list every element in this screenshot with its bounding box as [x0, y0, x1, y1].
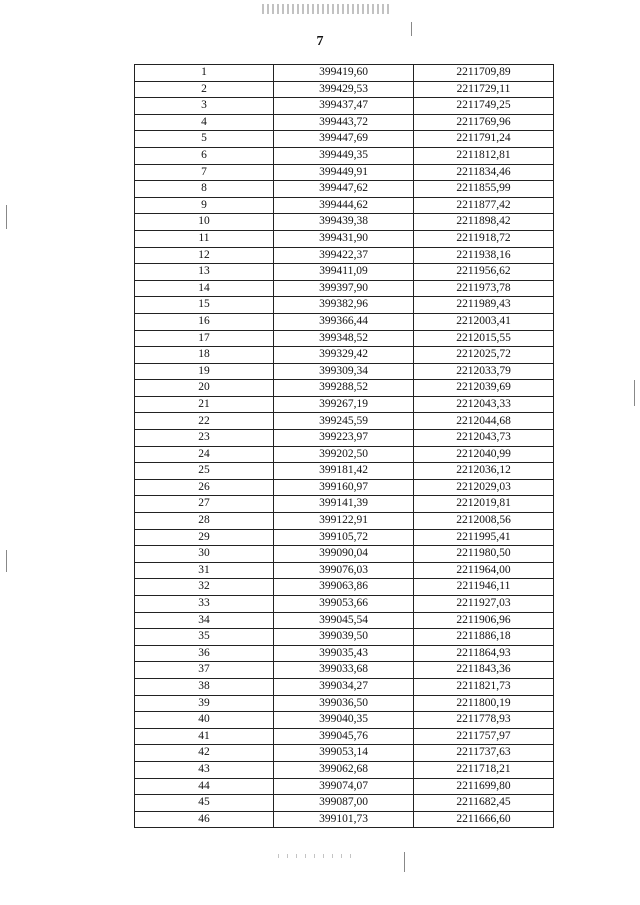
point-number-cell: 35 — [135, 629, 274, 646]
point-number-cell: 29 — [135, 529, 274, 546]
point-number-cell: 11 — [135, 230, 274, 247]
y-coordinate-cell: 2211877,42 — [414, 197, 554, 214]
point-number-cell: 20 — [135, 380, 274, 397]
point-number-cell: 16 — [135, 313, 274, 330]
y-coordinate-cell: 2211709,89 — [414, 65, 554, 82]
y-coordinate-cell: 2211666,60 — [414, 811, 554, 828]
y-coordinate-cell: 2211843,36 — [414, 662, 554, 679]
y-coordinate-cell: 2212044,68 — [414, 413, 554, 430]
x-coordinate-cell: 399202,50 — [274, 446, 414, 463]
point-number-cell: 39 — [135, 695, 274, 712]
point-number-cell: 32 — [135, 579, 274, 596]
point-number-cell: 5 — [135, 131, 274, 148]
coordinates-table — [134, 64, 554, 828]
point-number-cell: 46 — [135, 811, 274, 828]
point-number-cell: 10 — [135, 214, 274, 231]
y-coordinate-cell: 2212043,73 — [414, 430, 554, 447]
y-coordinate-cell: 2212043,33 — [414, 396, 554, 413]
scan-edge-mark — [6, 550, 7, 572]
y-coordinate-cell: 2211918,72 — [414, 230, 554, 247]
table-row — [135, 662, 554, 679]
y-coordinate-cell: 2211973,78 — [414, 280, 554, 297]
y-coordinate-cell: 2212040,99 — [414, 446, 554, 463]
x-coordinate-cell: 399411,09 — [274, 264, 414, 281]
scan-edge-mark — [634, 380, 635, 406]
table-row — [135, 313, 554, 330]
x-coordinate-cell: 399447,69 — [274, 131, 414, 148]
x-coordinate-cell: 399419,60 — [274, 65, 414, 82]
point-number-cell: 30 — [135, 546, 274, 563]
x-coordinate-cell: 399063,86 — [274, 579, 414, 596]
y-coordinate-cell: 2211791,24 — [414, 131, 554, 148]
point-number-cell: 19 — [135, 363, 274, 380]
x-coordinate-cell: 399449,91 — [274, 164, 414, 181]
x-coordinate-cell: 399034,27 — [274, 678, 414, 695]
x-coordinate-cell: 399437,47 — [274, 98, 414, 115]
table-row — [135, 214, 554, 231]
table-row — [135, 546, 554, 563]
table-row — [135, 795, 554, 812]
x-coordinate-cell: 399444,62 — [274, 197, 414, 214]
x-coordinate-cell: 399439,38 — [274, 214, 414, 231]
y-coordinate-cell: 2211821,73 — [414, 678, 554, 695]
table-row — [135, 164, 554, 181]
scan-edge-mark — [404, 852, 405, 872]
y-coordinate-cell: 2212003,41 — [414, 313, 554, 330]
x-coordinate-cell: 399045,76 — [274, 728, 414, 745]
x-coordinate-cell: 399045,54 — [274, 612, 414, 629]
x-coordinate-cell: 399309,34 — [274, 363, 414, 380]
point-number-cell: 37 — [135, 662, 274, 679]
y-coordinate-cell: 2212029,03 — [414, 479, 554, 496]
table-row — [135, 579, 554, 596]
y-coordinate-cell: 2211927,03 — [414, 596, 554, 613]
point-number-cell: 24 — [135, 446, 274, 463]
x-coordinate-cell: 399074,07 — [274, 778, 414, 795]
point-number-cell: 25 — [135, 463, 274, 480]
point-number-cell: 41 — [135, 728, 274, 745]
y-coordinate-cell: 2212036,12 — [414, 463, 554, 480]
x-coordinate-cell: 399062,68 — [274, 761, 414, 778]
table-row — [135, 396, 554, 413]
scan-edge-mark — [6, 205, 7, 229]
x-coordinate-cell: 399036,50 — [274, 695, 414, 712]
x-coordinate-cell: 399397,90 — [274, 280, 414, 297]
point-number-cell: 1 — [135, 65, 274, 82]
table-row — [135, 778, 554, 795]
table-row — [135, 728, 554, 745]
y-coordinate-cell: 2212039,69 — [414, 380, 554, 397]
table-row — [135, 562, 554, 579]
table-row — [135, 197, 554, 214]
x-coordinate-cell: 399447,62 — [274, 181, 414, 198]
table-row — [135, 761, 554, 778]
table-row — [135, 413, 554, 430]
table-row — [135, 147, 554, 164]
x-coordinate-cell: 399429,53 — [274, 81, 414, 98]
table-row — [135, 363, 554, 380]
x-coordinate-cell: 399039,50 — [274, 629, 414, 646]
point-number-cell: 17 — [135, 330, 274, 347]
point-number-cell: 22 — [135, 413, 274, 430]
table-row — [135, 247, 554, 264]
point-number-cell: 26 — [135, 479, 274, 496]
point-number-cell: 15 — [135, 297, 274, 314]
table-row — [135, 496, 554, 513]
table-row — [135, 645, 554, 662]
y-coordinate-cell: 2211757,97 — [414, 728, 554, 745]
table-row — [135, 347, 554, 364]
point-number-cell: 2 — [135, 81, 274, 98]
point-number-cell: 33 — [135, 596, 274, 613]
y-coordinate-cell: 2212033,79 — [414, 363, 554, 380]
point-number-cell: 14 — [135, 280, 274, 297]
x-coordinate-cell: 399449,35 — [274, 147, 414, 164]
y-coordinate-cell: 2211769,96 — [414, 114, 554, 131]
y-coordinate-cell: 2211886,18 — [414, 629, 554, 646]
y-coordinate-cell: 2211800,19 — [414, 695, 554, 712]
point-number-cell: 12 — [135, 247, 274, 264]
y-coordinate-cell: 2211938,16 — [414, 247, 554, 264]
point-number-cell: 6 — [135, 147, 274, 164]
table-row — [135, 264, 554, 281]
x-coordinate-cell: 399348,52 — [274, 330, 414, 347]
y-coordinate-cell: 2211989,43 — [414, 297, 554, 314]
footer-scan-artifact — [278, 854, 358, 858]
x-coordinate-cell: 399105,72 — [274, 529, 414, 546]
table-row — [135, 463, 554, 480]
y-coordinate-cell: 2211864,93 — [414, 645, 554, 662]
x-coordinate-cell: 399101,73 — [274, 811, 414, 828]
point-number-cell: 8 — [135, 181, 274, 198]
point-number-cell: 42 — [135, 745, 274, 762]
point-number-cell: 45 — [135, 795, 274, 812]
point-number-cell: 23 — [135, 430, 274, 447]
table-row — [135, 380, 554, 397]
x-coordinate-cell: 399329,42 — [274, 347, 414, 364]
point-number-cell: 28 — [135, 513, 274, 530]
x-coordinate-cell: 399090,04 — [274, 546, 414, 563]
table-row — [135, 678, 554, 695]
x-coordinate-cell: 399035,43 — [274, 645, 414, 662]
x-coordinate-cell: 399053,14 — [274, 745, 414, 762]
y-coordinate-cell: 2211956,62 — [414, 264, 554, 281]
point-number-cell: 18 — [135, 347, 274, 364]
table-row — [135, 695, 554, 712]
table-row — [135, 529, 554, 546]
y-coordinate-cell: 2211778,93 — [414, 712, 554, 729]
point-number-cell: 13 — [135, 264, 274, 281]
x-coordinate-cell: 399422,37 — [274, 247, 414, 264]
table-row — [135, 446, 554, 463]
y-coordinate-cell: 2211995,41 — [414, 529, 554, 546]
x-coordinate-cell: 399181,42 — [274, 463, 414, 480]
page-number: 7 — [316, 34, 324, 49]
point-number-cell: 36 — [135, 645, 274, 662]
y-coordinate-cell: 2211812,81 — [414, 147, 554, 164]
table-row — [135, 230, 554, 247]
y-coordinate-cell: 2212015,55 — [414, 330, 554, 347]
x-coordinate-cell: 399245,59 — [274, 413, 414, 430]
table-row — [135, 297, 554, 314]
point-number-cell: 27 — [135, 496, 274, 513]
y-coordinate-cell: 2211682,45 — [414, 795, 554, 812]
table-row — [135, 181, 554, 198]
y-coordinate-cell: 2211980,50 — [414, 546, 554, 563]
point-number-cell: 40 — [135, 712, 274, 729]
x-coordinate-cell: 399087,00 — [274, 795, 414, 812]
x-coordinate-cell: 399076,03 — [274, 562, 414, 579]
y-coordinate-cell: 2211906,96 — [414, 612, 554, 629]
table-row — [135, 629, 554, 646]
header-scan-artifact — [262, 4, 392, 14]
x-coordinate-cell: 399053,66 — [274, 596, 414, 613]
table-row — [135, 612, 554, 629]
table-body — [135, 65, 554, 828]
table-row — [135, 114, 554, 131]
table-row — [135, 513, 554, 530]
point-number-cell: 21 — [135, 396, 274, 413]
table-row — [135, 596, 554, 613]
y-coordinate-cell: 2211699,80 — [414, 778, 554, 795]
x-coordinate-cell: 399160,97 — [274, 479, 414, 496]
y-coordinate-cell: 2212019,81 — [414, 496, 554, 513]
point-number-cell: 31 — [135, 562, 274, 579]
y-coordinate-cell: 2211855,99 — [414, 181, 554, 198]
point-number-cell: 3 — [135, 98, 274, 115]
point-number-cell: 34 — [135, 612, 274, 629]
y-coordinate-cell: 2211834,46 — [414, 164, 554, 181]
table-row — [135, 81, 554, 98]
y-coordinate-cell: 2211749,25 — [414, 98, 554, 115]
point-number-cell: 7 — [135, 164, 274, 181]
table-row — [135, 98, 554, 115]
point-number-cell: 43 — [135, 761, 274, 778]
point-number-cell: 38 — [135, 678, 274, 695]
x-coordinate-cell: 399366,44 — [274, 313, 414, 330]
table-row — [135, 712, 554, 729]
y-coordinate-cell: 2212008,56 — [414, 513, 554, 530]
table-row — [135, 65, 554, 82]
table-row — [135, 479, 554, 496]
y-coordinate-cell: 2211898,42 — [414, 214, 554, 231]
point-number-cell: 44 — [135, 778, 274, 795]
x-coordinate-cell: 399141,39 — [274, 496, 414, 513]
x-coordinate-cell: 399040,35 — [274, 712, 414, 729]
table-row — [135, 811, 554, 828]
table-row — [135, 430, 554, 447]
x-coordinate-cell: 399288,52 — [274, 380, 414, 397]
y-coordinate-cell: 2211737,63 — [414, 745, 554, 762]
x-coordinate-cell: 399382,96 — [274, 297, 414, 314]
y-coordinate-cell: 2211718,21 — [414, 761, 554, 778]
point-number-cell: 9 — [135, 197, 274, 214]
table-row — [135, 280, 554, 297]
x-coordinate-cell: 399443,72 — [274, 114, 414, 131]
point-number-cell: 4 — [135, 114, 274, 131]
table-row — [135, 330, 554, 347]
x-coordinate-cell: 399223,97 — [274, 430, 414, 447]
table-row — [135, 131, 554, 148]
y-coordinate-cell: 2212025,72 — [414, 347, 554, 364]
y-coordinate-cell: 2211729,11 — [414, 81, 554, 98]
x-coordinate-cell: 399122,91 — [274, 513, 414, 530]
x-coordinate-cell: 399267,19 — [274, 396, 414, 413]
x-coordinate-cell: 399033,68 — [274, 662, 414, 679]
x-coordinate-cell: 399431,90 — [274, 230, 414, 247]
y-coordinate-cell: 2211946,11 — [414, 579, 554, 596]
table-row — [135, 745, 554, 762]
y-coordinate-cell: 2211964,00 — [414, 562, 554, 579]
